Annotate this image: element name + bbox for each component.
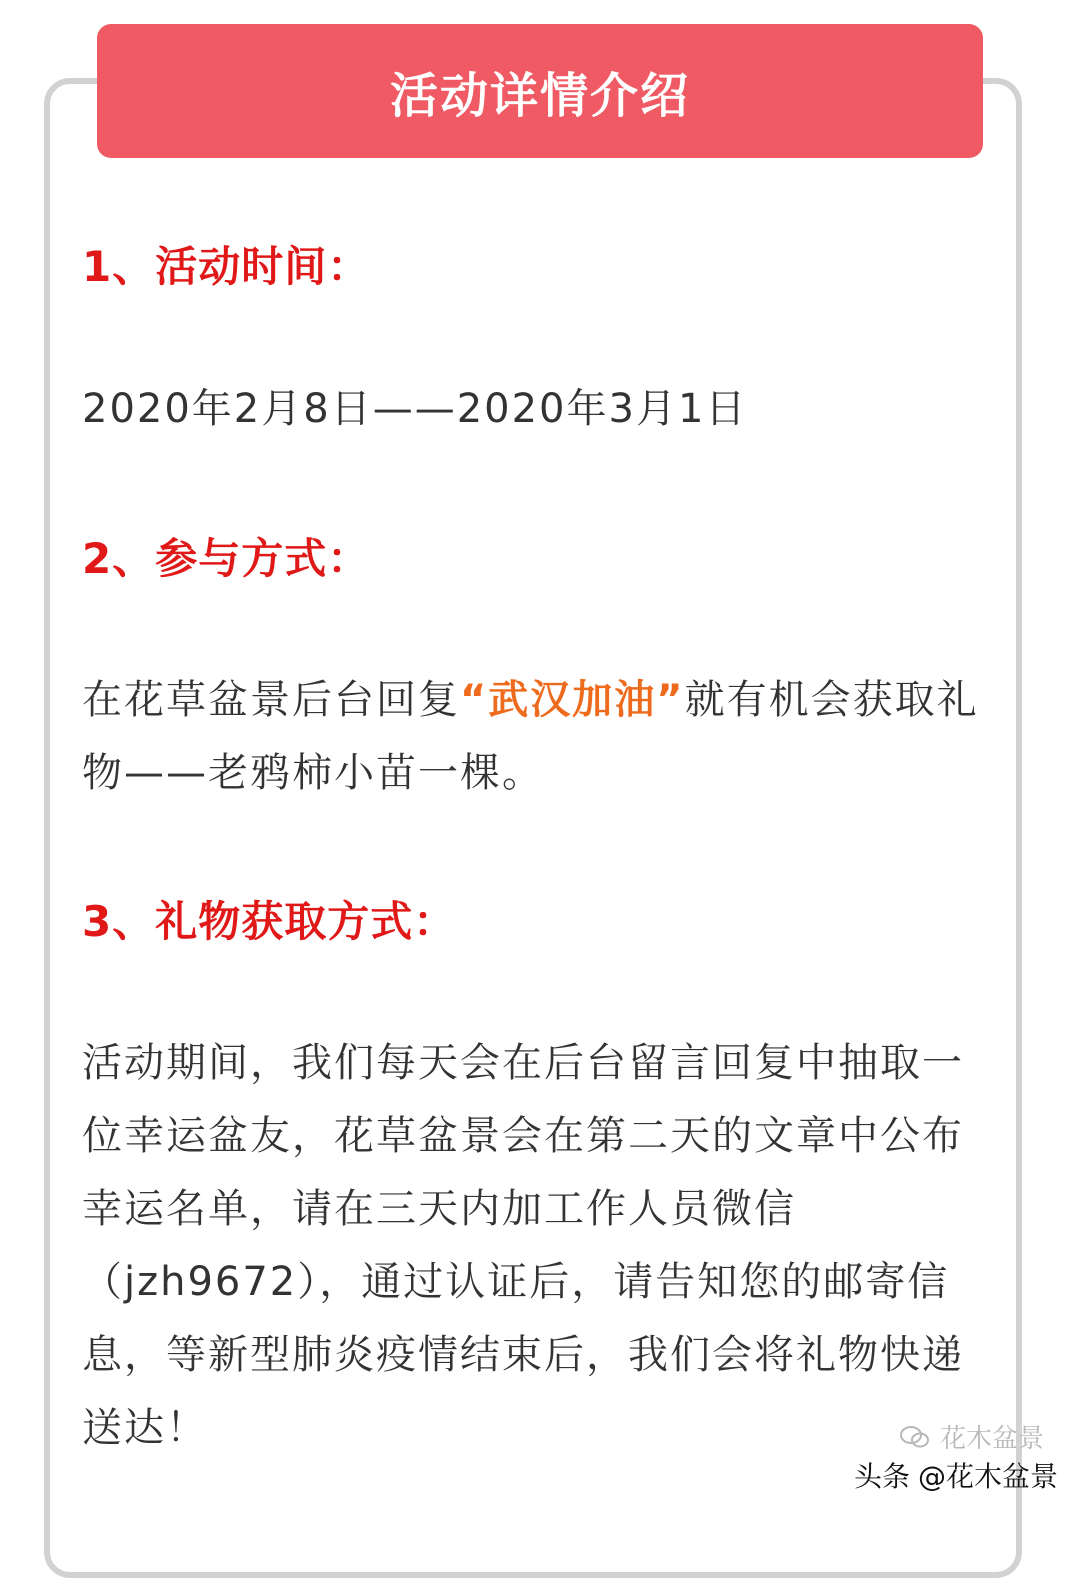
participation-text-end: 就有机会获取礼物——老鸦柿小苗一棵。 <box>82 677 979 796</box>
page-title-banner <box>97 24 983 158</box>
faint-watermark <box>900 1418 1044 1455</box>
wechat-icon <box>900 1426 930 1448</box>
toutiao-watermark <box>854 1455 1058 1495</box>
section-body-gift: 活动期间，我们每天会在后台留言回复中抽取一位幸运盆友，花草盆景会在第二天的文章中公布幸运名单，请在三天内加工作人员微信（jzh9672），通过认证后，请告知您的邮寄信息，等新型肺炎疫情结束后，我们会将礼物快递送达！ <box>82 1040 964 1451</box>
participation-text-start: 在花草盆景后台回复 <box>82 677 460 723</box>
section-body-participation <box>82 664 998 810</box>
faint-watermark-text: 花木盆景 <box>939 1424 1044 1454</box>
section-heading-gift: 3、礼物获取方式： <box>82 897 457 946</box>
section-heading-participation: 2、参与方式： <box>82 534 371 583</box>
page-title: 活动详情介绍 <box>389 67 690 124</box>
highlight-keyword: “武汉加油” <box>460 677 685 723</box>
section-heading-time: 1、活动时间： <box>82 242 371 291</box>
watermark-account: @花木盆景 <box>917 1460 1058 1493</box>
section-body-time: 2020年2月8日——2020年3月1日 <box>82 386 748 432</box>
watermark-source: 头条 <box>853 1460 910 1493</box>
